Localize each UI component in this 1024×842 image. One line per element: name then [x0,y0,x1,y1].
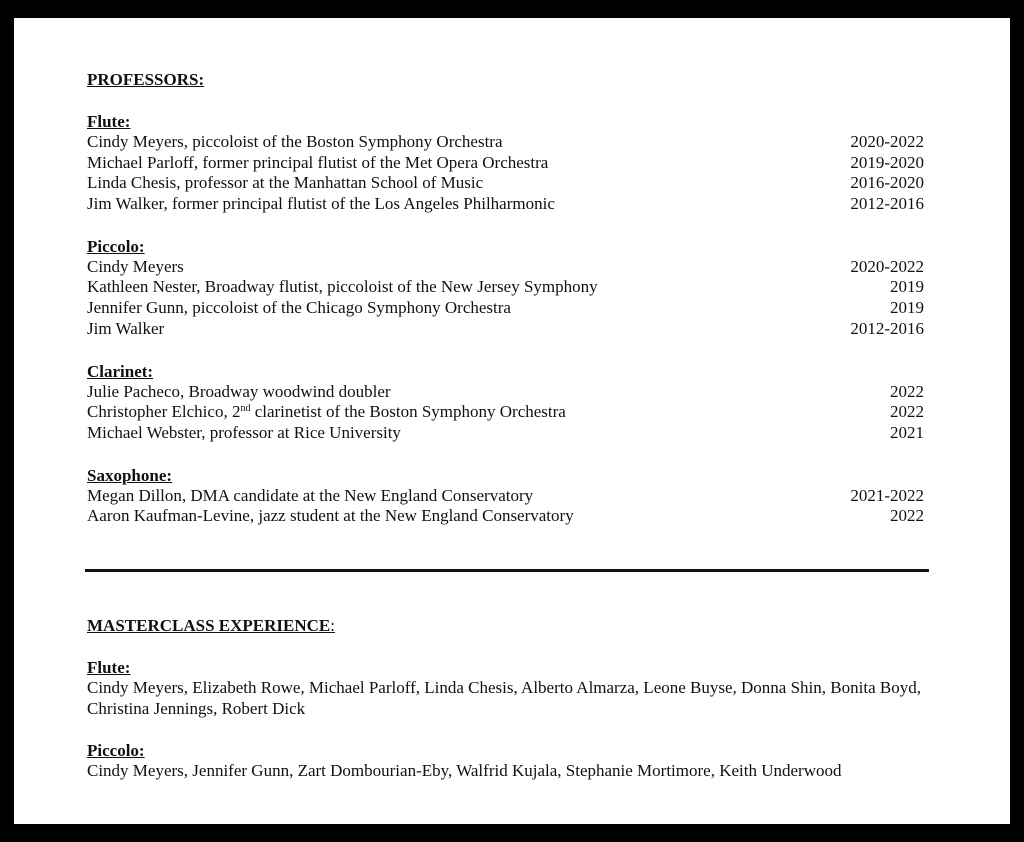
table-row [87,153,924,174]
professor-name: Jennifer Gunn, piccoloist of the Chicago Symphony Orchestra [87,298,511,318]
masterclass-group-piccolo [87,740,924,782]
professor-years: 2019-2020 [850,152,924,172]
professor-years: 2021-2022 [850,485,924,505]
table-row [87,173,924,194]
group-heading: Flute: [87,112,131,131]
table-row [87,382,924,403]
professors-group-clarinet [87,361,924,444]
professor-name: Julie Pacheco, Broadway woodwind doubler [87,381,391,401]
professor-years: 2019 [890,298,924,318]
masterclass-section [87,615,924,782]
professor-name: Cindy Meyers, piccoloist of the Boston Symphony Orchestra [87,132,503,151]
table-row [87,277,924,298]
table-row [87,298,924,319]
professor-years: 2022 [890,506,924,526]
section-title-text: MASTERCLASS EXPERIENCE [87,616,331,635]
professor-name: Aaron Kaufman-Levine, jazz student at the New England Conservatory [87,506,574,526]
document-page [14,18,1010,824]
name-part: Christopher Elchico, 2 [87,402,241,422]
professors-group-flute [87,111,924,215]
professors-group-saxophone [87,465,924,527]
professor-name: Linda Chesis, professor at the Manhattan School of Music [87,173,484,193]
professors-section [87,69,924,527]
section-title-professors: PROFESSORS: [87,70,205,89]
professor-years: 2016-2020 [850,173,924,193]
table-row [87,132,924,153]
professor-years: 2020-2022 [850,132,924,151]
table-row [87,257,924,278]
professor-name: Jim Walker, former principal flutist of the Los Angeles Philharmonic [87,194,555,214]
professor-name: Megan Dillon, DMA candidate at the New England Conservatory [87,485,534,505]
professor-name: Michael Webster, professor at Rice University [87,422,401,442]
masterclass-group-flute [87,657,924,719]
professors-group-piccolo [87,236,924,340]
professor-years: 2022 [890,381,924,401]
professor-name: Kathleen Nester, Broadway flutist, piccoloist of the New Jersey Symphony [87,277,598,297]
table-row [87,506,924,527]
professor-years: 2022 [890,402,924,422]
table-row [87,402,924,423]
professor-years: 2021 [890,422,924,442]
section-title-masterclass [87,615,924,636]
section-title-colon: : [330,616,335,635]
professor-years: 2019 [890,277,924,297]
group-heading: Flute: [87,658,131,677]
group-heading: Piccolo: [87,741,145,761]
table-row [87,319,924,340]
professor-name: Jim Walker [87,318,165,338]
professor-years: 2020-2022 [850,256,924,276]
professor-years: 2012-2016 [850,194,924,214]
group-heading: Piccolo: [87,236,145,256]
table-row [87,423,924,444]
professor-name: Michael Parloff, former principal flutist of the Met Opera Orchestra [87,152,549,172]
name-part: clarinetist of the Boston Symphony Orchestra [250,402,566,422]
group-heading: Saxophone: [87,465,173,485]
table-row [87,194,924,215]
ordinal-suffix: nd [240,403,251,415]
professor-name [87,402,566,423]
professor-years: 2012-2016 [850,318,924,338]
professor-name: Cindy Meyers [87,256,184,276]
masterclass-names: Cindy Meyers, Jennifer Gunn, Zart Dombourian-Eby, Walfrid Kujala, Stephanie Mortimore, Keith Underwood [87,761,842,781]
masterclass-names: Cindy Meyers, Elizabeth Rowe, Michael Parloff, Linda Chesis, Alberto Almarza, Leone Buyse, Donna Shin, Bonita Boyd, Christina Jennings, Robert Dick [87,678,921,718]
group-heading: Clarinet: [87,361,154,381]
table-row [87,486,924,507]
horizontal-divider [85,569,929,572]
